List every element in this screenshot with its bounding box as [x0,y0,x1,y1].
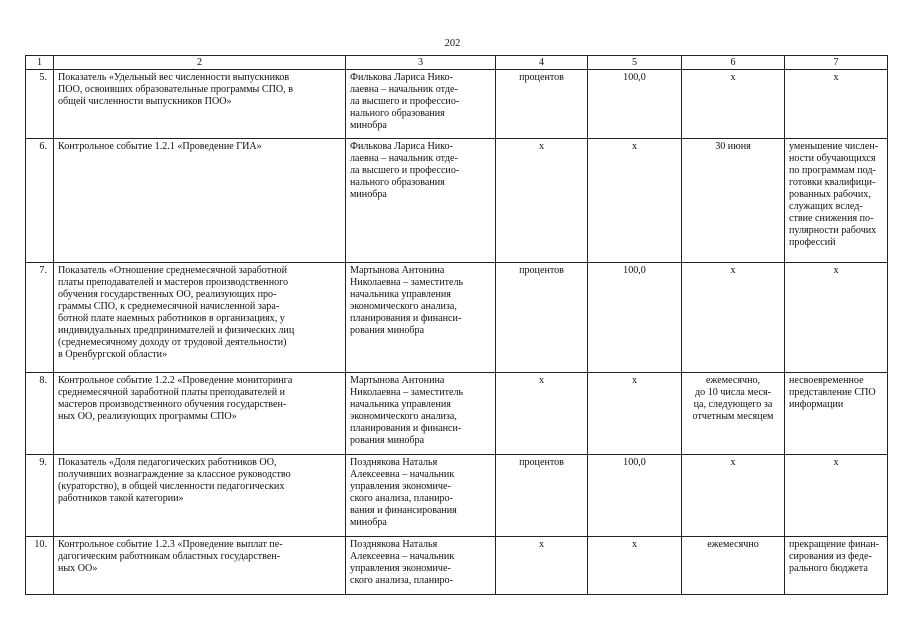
row-value: х [631,375,638,386]
row-responsible: Позднякова Наталья Алексеевна – начальник управления экономиче- ского анализа, планиро- [350,539,455,586]
table-row [26,373,888,455]
header-cell: 1 [26,56,54,70]
header-cell: 6 [682,56,785,70]
row-number: 10. [26,537,54,595]
row-risk: несвоевременное представление СПО информации [789,375,876,410]
table-row [26,537,888,595]
row-value: х [631,539,638,550]
row-risk: х [833,457,839,468]
row-risk: уменьшение числен- ности обучающихся по программам под- готовки квалифици- рованных рабочих, служащих вслед- ствие снижения по- пулярности рабочих профессий [789,141,879,248]
row-responsible: Мартынова Антонина Николаевна – заместитель начальника управления экономического анализа, планирования и финанси- рования минобра [350,375,464,446]
row-unit: процентов [519,265,564,276]
row-deadline: х [730,72,736,83]
row-value: 100,0 [623,72,646,83]
header-cell: 2 [54,56,346,70]
row-responsible: Позднякова Наталья Алексеевна – начальник управления экономиче- ского анализа, планиро- вания и финансирования минобра [350,457,457,528]
indicators-table [25,55,888,595]
row-description: Контрольное событие 1.2.3 «Проведение выплат пе- дагогическим работникам областных государствен- ных ОО» [58,539,283,574]
row-value: х [631,141,638,152]
row-risk: х [833,72,839,83]
row-deadline: ежемесячно [707,539,759,550]
row-description: Показатель «Удельный вес численности выпускников ПОО, освоивших образовательные программы СПО, в общей численности выпускников ПОО» [58,72,293,107]
row-description: Показатель «Отношение среднемесячной заработной платы преподавателей и мастеров производственного обучения государственных ОО, реализующих про- граммы СПО, к среднемесячной начисленной зара- ботной плате наемных работников в организациях, у индивидуальных предпринимателей и физических лиц (среднемесячному доходу от трудовой деятельности) в Оренбургской области» [58,265,295,360]
table-row [26,455,888,537]
table-header-row [26,56,888,70]
row-number: 9. [26,455,54,537]
header-cell: 7 [785,56,888,70]
row-risk: прекращение финан- сирования из феде- рального бюджета [789,539,880,574]
row-unit: х [538,375,545,386]
row-deadline: х [730,265,736,276]
table-row [26,70,888,139]
row-deadline: х [730,457,736,468]
table-row [26,139,888,263]
row-unit: процентов [519,72,564,83]
row-number: 5. [26,70,54,139]
header-cell: 3 [346,56,496,70]
row-deadline: 30 июня [715,141,751,152]
row-unit: процентов [519,457,564,468]
row-unit: х [538,539,545,550]
row-responsible: Филькова Лариса Нико- лаевна – начальник отде- ла высшего и профессио- нального образования минобра [350,141,460,200]
row-description: Контрольное событие 1.2.2 «Проведение мониторинга среднемесячной заработной платы преподавателей и мастеров производственного обучения государствен- ных ОО, реализующих программы СПО» [58,375,293,422]
row-value: 100,0 [623,457,646,468]
row-number: 6. [26,139,54,263]
row-description: Контрольное событие 1.2.1 «Проведение ГИА» [58,141,262,152]
header-cell: 4 [496,56,588,70]
row-unit: х [538,141,545,152]
row-description: Показатель «Доля педагогических работников ОО, получивших вознаграждение за классное руководство (кураторство), в общей численности педагогических работников такой категории» [58,457,291,504]
row-number: 7. [26,263,54,373]
table-row [26,263,888,373]
row-value: 100,0 [623,265,646,276]
row-number: 8. [26,373,54,455]
row-risk: х [833,265,839,276]
row-responsible: Мартынова Антонина Николаевна – заместитель начальника управления экономического анализа, планирования и финанси- рования минобра [350,265,464,336]
page-number: 202 [444,38,461,49]
header-cell: 5 [588,56,682,70]
row-responsible: Филькова Лариса Нико- лаевна – начальник отде- ла высшего и профессио- нального образования минобра [350,72,460,131]
row-deadline: ежемесячно, до 10 числа меся- ца, следующего за отчетным месяцем [692,375,774,422]
